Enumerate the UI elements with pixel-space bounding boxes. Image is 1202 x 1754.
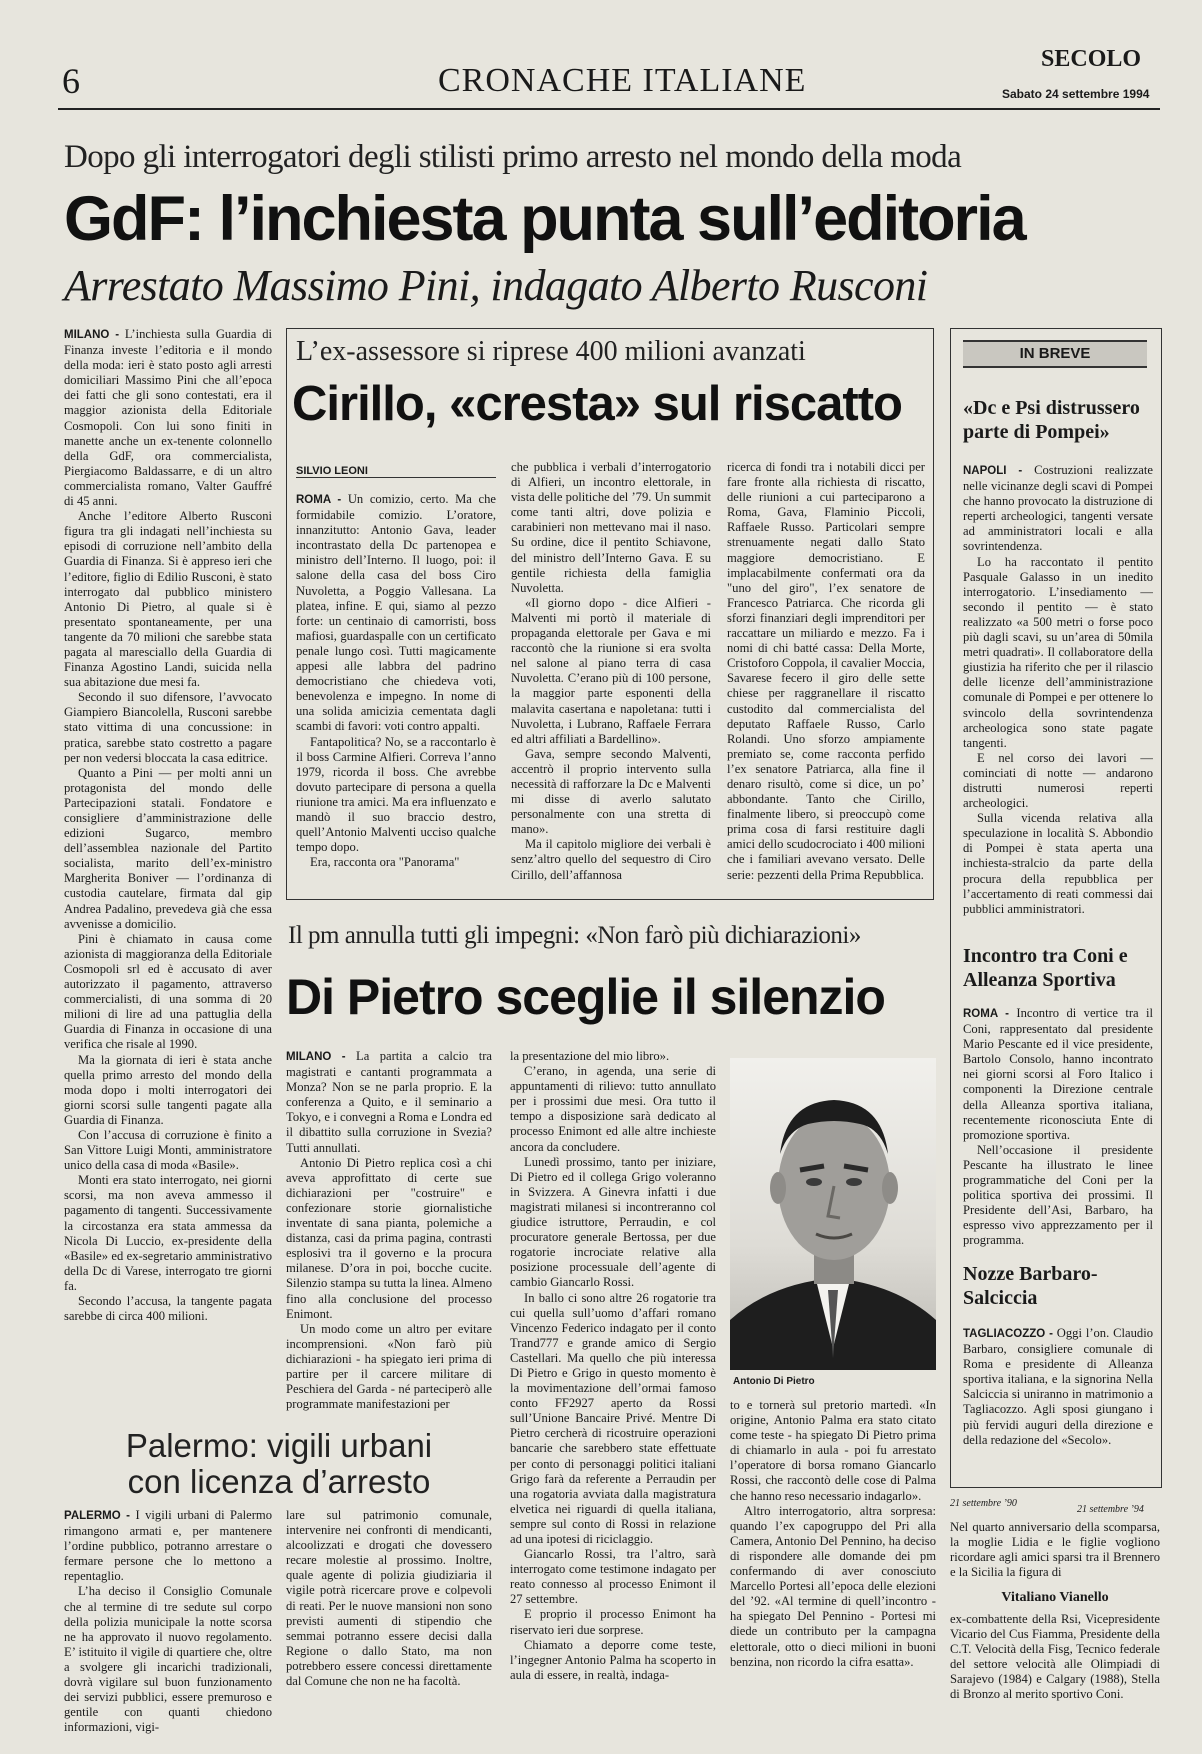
main-article-body: MILANO - L’inchiesta sulla Guardia di Finanza investe l’editoria e il mondo della moda: ieri è stato posto agli arresti domiciliari Massimo Pini che all’epoca dei fatti che gli sono contestati, era il maggior azionista della Editoriale Cosmopoli. Con lui sono finiti in manette anche un ex-tenente colonnello della GdF, ora commercialista, Piergiacomo Baldassarre, e di un altro commercialista romano, Valter Gauffré di 45 anni. Anche l’editore Alberto Rusconi figura tra gli indagati nell’inchiesta su episodi di corruzione nell’ambito della Guardia di Finanza. Si è appreso ieri che l’editore, figlio di Edilio Rusconi, è stato interrogato dal pubblico ministero Antonio Di Pietro, al quale si è presentato spontaneamente, per una tangente da 70 milioni che sarebbe stata pagata al maresciallo della Guardia di Finanza Agostino Landi, suicida nella sua abitazione due mesi fa. Secondo il suo difensore, l’avvocato Giampiero Biancolella, Rusconi sarebbe stato vittima di una concussione: in pratica, sarebbe stato costretto a pagare per non vedersi bloccata la casa editrice. Quanto a Pini — per molti anni un protagonista del mondo delle Partecipazioni statali. Fondatore e consigliere d’amministrazione delle edizioni Sugarco, membro dell’assemblea nazionale del Partito socialista, marito dell’ex-ministro Margherita Boniver — l’ordinanza di custodia cautelare, firmata dal gip Andrea Padalino, prevedeva già che essa avvenisse a domicilio. Pini è chiamato in causa come azionista di maggioranza della Editoriale Cosmopoli srl ed è accusato di aver autorizzato il pagamento, attraverso commercialisti, di una somma di 20 milioni di lire ad una pattuglia della Guardia di Finanza in occasione di una verifica che risale al 1990. Ma la giornata di ieri è stata anche quella primo arresto del mondo della moda dopo i molti interrogatori dei giorni scorsi sulle tangenti pagate alla Guardia di Finanza. Con l’accusa di corruzione è finito a San Vittore Luigi Monti, amministratore unico della casa di moda «Basile». Monti era stato interrogato, nei giorni scorsi, ma non aveva ammesso il pagamento di tangenti. Successivamente la circostanza era stata ammessa da Nicola Di Luccio, ex-presidente della «Basile» ed ex-segretario amministrativo della Dc di Varese, interrogato tre giorni fa. Secondo l’accusa, la tangente pagata sarebbe di circa 400 milioni. bbox=[64, 327, 272, 1324]
palermo-col1: PALERMO - I vigili urbani di Palermo rimangono armati e, per mantenere l’ordine pubblico, potranno arrestare o fermare persone che lo mettono a repentaglio. L’ha deciso il Consiglio Comunale che al termine di tre sedute sul corpo della polizia municipale la notte scorsa ne ha approvato il nuovo regolamento. E’ istituito il vigile di quartiere che, oltre a svolgere gli incarichi tradizionali, dovrà vigilare sul buon funzionamento dei servizi pubblici, essere premuroso e gentile con quanti chiedono informazioni, vigi- bbox=[64, 1508, 272, 1735]
memorial-date-right: 21 settembre ’94 bbox=[1077, 1504, 1144, 1515]
brief-pompei-body: NAPOLI - Costruzioni realizzate nelle vicinanze degli scavi di Pompei che hanno provocato la distruzione di reperti archeologici, tangenti versate ad amministratori locali e alla sovrintendenza. Lo ha raccontato il pentito Pasquale Galasso in un inedito interrogatorio. L’insediamento — secondo il pentito — è stato realizzato «a 500 metri o forse poco più dagli scavi, su un’area di 50mila metri quadrati». Il collaboratore della giustizia ha riferito che per il rilascio delle licenze dell’amministrazione comunale di Pompei e per ottenere lo svincolo della sovrintendenza archeologica sono state pagate tangenti. E nel corso dei lavori — cominciati di notte — andarono distrutti numerosi reperti archeologici. Sulla vicenda relativa alla speculazione in località S. Abbondio di Pompei è stata aperta una inchiesta-stralcio da parte della procura della repubblica per l’accertamento di reati commessi dai pubblici amministratori. bbox=[963, 463, 1153, 916]
memorial-name: Vitaliano Vianello bbox=[1001, 1590, 1109, 1605]
brief-pompei-dateline: NAPOLI - bbox=[963, 465, 1023, 477]
cirillo-col3: ricerca di fondi tra i notabili dicci per fare fronte alla richiesta di riscatto, delle riunioni a cui parteciparono a Roma, Gava, Flaminio Piccoli, Raffaele Russo. Particolari sempre strenuamente negati dallo Stato maggiore democristiano. E implacabilmente confermati ora da "uno del giro", l’ex senatore de Francesco Patriarca. Che ricorda gli sforzi finanziari degli imprenditori per raccattare un miliardo e mezzo. Fa i nomi di chi batté cassa: Della Morte, Cristoforo Coppola, il cavalier Moccia, Savarese fecero il giro delle sette chiese per raggranellare il riscatto custodito dal commercialista del deputato Raffaele Russo, Carlo Rolandi. Uno sforzo ampiamente premiato se, come racconta perfido l’ex senatore Patriarca, alla fine il denaro risultò, come si dice, un po’ abbondante. Tanto che Cirillo, finalmente libero, si preoccupò come prima cosa di farsi restituire dagli amici dello scudocrociato i 400 milioni che i familiari avevano versato. Delle serie: pezzenti della Prima Repubblica. bbox=[727, 460, 925, 882]
portrait-illustration bbox=[730, 1058, 936, 1370]
palermo-headline bbox=[64, 1428, 494, 1500]
brief-coni-title: Incontro tra Coni e Alleanza Sportiva bbox=[963, 945, 1128, 991]
issue-date: Sabato 24 settembre 1994 bbox=[1002, 87, 1150, 101]
cirillo-dateline: ROMA - bbox=[296, 494, 342, 506]
main-kicker: Dopo gli interrogatori degli stilisti primo arresto nel mondo della moda bbox=[64, 139, 962, 175]
memorial-date-left: 21 settembre ’90 bbox=[950, 1498, 1017, 1509]
in-breve-label: IN BREVE bbox=[963, 340, 1147, 368]
memorial-body2: ex-combattente della Rsi, Vicepresidente Vicario del Cus Fiamma, Presidente della C.T. Velocità della Fisg, Tecnico federale del settore velocità alle Olimpiadi di Sarajevo (1984) e Calgary (1988), Stella di Bronzo al merito sportivo Coni. bbox=[950, 1612, 1160, 1702]
palermo-headline-line1: Palermo: vigili urbani bbox=[125, 1427, 433, 1464]
brief-pompei-title: «Dc e Psi distrussero parte di Pompei» bbox=[963, 397, 1140, 443]
main-dateline: MILANO - bbox=[64, 329, 120, 341]
dipietro-kicker: Il pm annulla tutti gli impegni: «Non farò più dichiarazioni» bbox=[288, 922, 861, 949]
brief-nozze-body: TAGLIACOZZO - Oggi l’on. Claudio Barbaro, consigliere comunale di Roma e presidente di Alleanza sportiva italiana, e la signorina Nella Salciccia si uniranno in matrimonio a Tagliacozzo. Agli sposi giungano i più fervidi auguri della direzione e della redazione del «Secolo». bbox=[963, 1326, 1153, 1447]
paper-logo: SECOLO bbox=[1041, 46, 1142, 72]
page-number: 6 bbox=[62, 61, 80, 101]
main-headline: GdF: l’inchiesta punta sull’editoria bbox=[64, 184, 1025, 254]
brief-nozze-title: Nozze Barbaro-Salciccia bbox=[963, 1263, 1098, 1309]
dipietro-col3: to e tornerà sul pretorio martedì. «In origine, Antonio Palma era stato citato come teste - ha spiegato Di Pietro prima di chiamarlo in aula - poi fu arrestato l’operatore di borsa romano Giancarlo Rossi, che raccontò delle cose di Palma che hanno reso necessario indagarlo». Altro interrogatorio, altra sorpresa: quando l’ex capogruppo del Pri alla Camera, Antonio Del Pennino, ha deciso di rispondere alle domande dei pm confermando di aver conosciuto Marcello Portesi all’epoca delle elezioni del ’92. «Al termine di quell’incontro - ha spiegato Del Pennino - Portesi mi diede un contributo per la campagna elettorale, otto o dieci milioni in buoni benzina, non ricordo la cifra esatta». bbox=[730, 1398, 936, 1669]
cirillo-col2: che pubblica i verbali d’interrogatorio di Alfieri, un incontro elettorale, in vista delle politiche del ’79. Un summit come tanti altri, dove polizia e carabinieri non mettevano mai il naso. Su ordine, dice il pentito Schiavone, del ministro dell’Interno Gava. E su gentile richiesta della famiglia Nuvoletta. «Il giorno dopo - dice Alfieri - Malventi mi portò il materiale di propaganda elettorale per Gava e mi raccontò che la riunione si era svolta nel salone al piano terra di casa Nuvoletta. C’erano più di 100 persone, la maggior parte esponenti della malavita casertana e napoletana: tutti i Nuvoletta, i Lubrano, Raffaele Ferrara ed altri affiliati a Bardellino». Gava, sempre secondo Malventi, accentrò il proprio intervento sulla necessità di rafforzare la Dc e Malventi mi disse di averlo salutato personalmente con una stretta di mano». Ma il capitolo migliore dei verbali è senz’altro quello del sequestro di Ciro Cirillo, dell’affannosa bbox=[511, 460, 711, 882]
brief-nozze-dateline: TAGLIACOZZO - bbox=[963, 1328, 1053, 1340]
section-title: CRONACHE ITALIANE bbox=[438, 62, 807, 99]
brief-coni-dateline: ROMA - bbox=[963, 1008, 1009, 1020]
cirillo-headline: Cirillo, «cresta» sul riscatto bbox=[292, 377, 902, 431]
dipietro-col1: MILANO - La partita a calcio tra magistrati e cantanti programmata a Monza? Non se ne parla proprio. E la conferenza a Quito, e il seminario a Tokyo, e i convegni a Roma e Londra ed il dibattito sulla corruzione in Svezia? Tutti annullati. Antonio Di Pietro replica così a chi aveva approfittato di certe sue dichiarazioni per "costruire" e confezionare storie giornalistiche inventate di sana pianta, polemiche a distanza, casi da prima pagina, contrasti esplosivi tra il governo e la procura milanese. D’ora in poi, bocche cucite. Silenzio stampa su tutta la linea. Almeno fino alla conclusione del processo Enimont. Un modo come un altro per evitare incomprensioni. «Non farò più dichiarazioni - ha spiegato ieri prima di partire per il carcere militare di Peschiera del Garda - né parteciperò alle programmate manifestazioni per bbox=[286, 1049, 492, 1412]
dipietro-photo bbox=[730, 1058, 936, 1370]
palermo-headline-line2: con licenza d’arresto bbox=[127, 1463, 431, 1500]
brief-coni-body: ROMA - Incontro di vertice tra il Coni, rappresentato dal presidente Mario Pescante ed il vice presidente, Bartolo Consolo, hanno incontrato nei giorni scorsi al Foro Italico i componenti la Direzione centrale della Alleanza sportiva italiana, recentemente riconosciuta Ente di promozione sportiva. Nell’occasione il presidente Pescante ha illustrato le linee programmatiche del Coni per la politica sportiva dei prossimi. Il Presidente dell’Asi, Barbaro, ha espresso vivo apprezzamento per il programma. bbox=[963, 1006, 1153, 1248]
cirillo-byline: SILVIO LEONI bbox=[296, 465, 496, 478]
masthead-rule bbox=[58, 108, 1160, 110]
memorial-body: Nel quarto anniversario della scomparsa, la moglie Lidia e le figlie vogliono ricordare agli amici sparsi tra il Brennero e la Sicilia la figura di bbox=[950, 1520, 1160, 1580]
main-subhead: Arrestato Massimo Pini, indagato Alberto Rusconi bbox=[64, 261, 928, 310]
cirillo-kicker: L’ex-assessore si riprese 400 milioni avanzati bbox=[296, 336, 806, 367]
dipietro-col2: la presentazione del mio libro». C’erano, in agenda, una serie di appuntamenti di rilievo: tutto annullato per i prossimi due mesi. Ora tutto il tempo a disposizione sarà dedicato al processo Enimont ed alle altre inchieste ancora da concludere. Lunedì prossimo, tanto per iniziare, Di Pietro ed il collega Grigo voleranno in Svizzera. A Ginevra infatti i due magistrati milanesi si incontreranno col giudice istruttore, Perraudin, e col procuratore generale Bertossa, per due rogatorie incrociate relative alla posizione processuale dell’agente di cambio Giancarlo Rossi. In ballo ci sono altre 26 rogatorie tra cui quella sull’uomo d’affari romano Vincenzo Federico indagato per il conto Trand777 e grande amico di Sergio Castellari. Ma quello che più interessa Di Pietro e Grigo in questo momento è la movimentazione dell’ormai famoso conto FF2927 aperto da Rossi sull’Unione Bancaire Privé. Mentre Di Pietro cercherà di ricostruire operazioni bancarie che sarebbero state effettuate per conto di personaggi politici italiani Grigo farà da referente a Perraudin per una rogatoria avviata dalla magistratura elvetica nei riguardi di quella italiana, sempre sul conto di Rossi in relazione ad una ipotesi di riciclaggio. Giancarlo Rossi, tra l’altro, sarà interrogato come testimone indagato per reato connesso al processo Enimont il 27 settembre. E proprio il processo Enimont ha riservato ieri due sorprese. Chiamato a deporre come teste, l’ingegner Antonio Palma ha scoperto in aula di essere, in realtà, indaga- bbox=[510, 1049, 716, 1682]
photo-caption: Antonio Di Pietro bbox=[733, 1376, 815, 1387]
dipietro-dateline: MILANO - bbox=[286, 1051, 346, 1063]
palermo-dateline: PALERMO - bbox=[64, 1510, 130, 1522]
dipietro-headline: Di Pietro sceglie il silenzio bbox=[286, 969, 885, 1025]
palermo-col2: lare sul patrimonio comunale, intervenire nei confronti di mendicanti, alcoolizzati e drogati che dovessero recare molestie al prossimo. Inoltre, quale agente di polizia giudiziaria il vigile potrà ricercare prove e colpevoli di reati. Per le nuove mansioni non sono previsti aumenti di stipendio che semmai potranno essere decisi dalla Regione o dallo Stato, ma non potrebbero essere concessi direttamente dal Comune che non ne ha facoltà. bbox=[286, 1508, 492, 1689]
cirillo-col1: ROMA - Un comizio, certo. Ma che formidabile comizio. L’oratore, innanzitutto: Antonio Gava, leader incontrastato della Dc partenopea e ministro dell’Interno. Il luogo, poi: il salone della casa del boss Ciro Nuvoletta, a Poggio Vallesana. La platea, infine. E qui, siamo al pezzo forte: un centinaio di camorristi, boss mafiosi, guardaspalle con un certificato penale lungo così. Tutti magicamente appesi alle labbra del padrino democristiano che chiedeva voti, benevolenza e impegno. In nome di una solida amicizia cementata dagli scambi di favori: voti contro appalti. Fantapolitica? No, se a raccontarlo è il boss Carmine Alfieri. Correva l’anno 1979, ricorda il boss. Che avrebbe dovuto partecipare di persona a quella riunione tra amici. Ma era influenzato e mandò il suo braccio destro, quell’Antonio Malventi ucciso qualche tempo dopo. Era, racconta ora "Panorama" bbox=[296, 492, 496, 870]
